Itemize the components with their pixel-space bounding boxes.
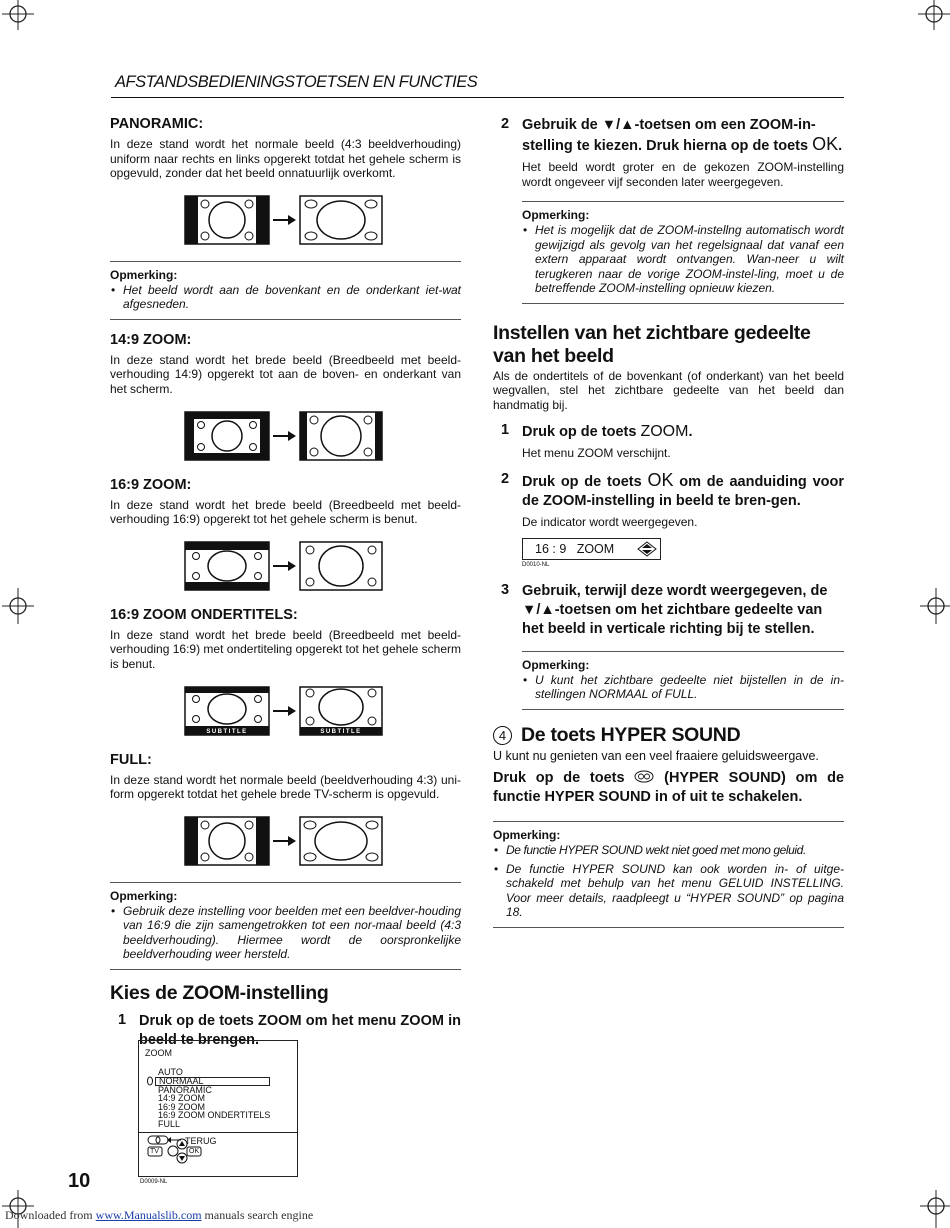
- step-number: 1: [118, 1011, 127, 1028]
- full-heading: FULL:: [110, 751, 152, 768]
- note-title: Opmerking:: [493, 828, 561, 843]
- step-number: 1: [501, 422, 510, 439]
- registration-mark-icon: [916, 1188, 950, 1228]
- menu-ok-label: OK: [189, 1148, 200, 1155]
- zoom149-diagram: [110, 411, 461, 463]
- note-visible-area: [522, 651, 844, 710]
- registration-mark-icon: [0, 586, 40, 626]
- note-item: • U kunt het zichtbare gedeelte niet bijstellen in de in-stellingen NORMAAL of FULL.: [522, 673, 844, 702]
- zoom169sub-text: In deze stand wordt het brede beeld (Breedbeeld met beeld-verhouding 16:9) met ondertiteling opgerekt tot het gehele scherm is benut.: [110, 627, 461, 671]
- page-number: 10: [68, 1170, 91, 1192]
- note-title: Opmerking:: [522, 208, 590, 223]
- menu-tv-label: TV: [150, 1148, 159, 1155]
- note-item: • Gebruik deze instelling voor beelden met een beeldver-houding van 16:9 die zijn samengetrokken tot een nor-maal beeld (4:3 beeldverhouding). Hiermee wordt de oorspronkelijke beeldverhouding weer hersteld.: [110, 904, 461, 962]
- note-zoom: [522, 201, 844, 304]
- menu-code: D0009-NL: [140, 1179, 168, 1185]
- zoom149-heading: 14:9 ZOOM:: [110, 331, 192, 348]
- note-item: • Het beeld wordt aan de bovenkant en de onderkant iet-wat afgesneden.: [110, 283, 461, 312]
- page-header: [111, 72, 844, 98]
- instellen-step-2: [493, 471, 844, 511]
- footer: [5, 1208, 313, 1223]
- note-item: • Het is mogelijk dat de ZOOM-instellng automatisch wordt gewijzigd als gevolg van het regelsignaal dat vanaf een extern apparaat wordt ontvangen. Wan-neer u wilt terugkeren naar de vorige ZOOM-instel-ling, moet u de betreffende ZOOM-instelling opnieuw kiezen.: [522, 223, 844, 296]
- hyper-sound-icon: [634, 770, 654, 783]
- menu-item[interactable]: 16:9 ZOOM: [158, 1101, 206, 1112]
- zoom-menu-screen: [138, 1040, 298, 1177]
- instellen-step-1: 1 Druk op de toets ZOOM.: [493, 422, 844, 442]
- ok-key-label: OK: [647, 470, 674, 491]
- menu-item[interactable]: PANORAMIC: [158, 1084, 212, 1095]
- s1-sub: Het menu ZOOM verschijnt.: [522, 446, 671, 461]
- section-number-icon: 4: [493, 726, 512, 745]
- ok-key-label: OK: [812, 134, 839, 154]
- header-title: AFSTANDSBEDIENINGSTOETSEN EN FUNCTIES: [115, 73, 478, 91]
- s2-sub: De indicator wordt weergegeven.: [522, 515, 698, 530]
- registration-mark-icon: [916, 0, 950, 40]
- panoramic-text: In deze stand wordt het normale beeld (4:3 beeldverhouding) uniform naar rechts en links opgerekt totdat het gehele scherm is opgevuld, zonder dat het beeld onnatuurlijk overkomt.: [110, 137, 461, 181]
- hyper-instruction: [493, 769, 844, 807]
- note-panoramic: [110, 261, 461, 320]
- menu-item[interactable]: AUTO: [158, 1067, 183, 1077]
- zoom169sub-heading: 16:9 ZOOM ONDERTITELS:: [110, 606, 298, 623]
- step-text: Druk op de toets: [522, 474, 642, 491]
- instruction-text: (HYPER SOUND) om de functie HYPER SOUND in of uit te schakelen.: [493, 770, 845, 806]
- footer-prefix: Downloaded from: [5, 1208, 93, 1222]
- zoom169-text: In deze stand wordt het brede beeld (Breedbeeld met beeld-verhouding 16:9) opgerekt tot het gehele scherm is benut.: [110, 497, 461, 527]
- menu-item[interactable]: FULL: [158, 1118, 181, 1129]
- menu-terug-label: TERUG: [185, 1136, 217, 1146]
- hyper-heading: [493, 724, 844, 747]
- zoom169-diagram: [110, 541, 461, 593]
- step-text: Gebruik de ▼/▲-toetsen om een ZOOM-in-stelling te kiezen. Druk hierna op de toets: [522, 117, 816, 154]
- zoom-step-2: 2 Gebruik de ▼/▲-toetsen om een ZOOM-in-stelling te kiezen. Druk hierna op de toets OK.: [493, 116, 844, 156]
- footer-link[interactable]: www.Manualslib.com: [95, 1208, 202, 1222]
- step-text: om de aanduiding voor de ZOOM-instelling in beeld te bren-gen.: [522, 474, 844, 510]
- instellen-heading: Instellen van het zichtbare gedeelte van het beeld: [493, 321, 811, 367]
- step-number: 2: [501, 471, 510, 488]
- subtitle-label: SUBTITLE: [206, 728, 248, 735]
- panoramic-heading: PANORAMIC:: [110, 116, 204, 132]
- panoramic-diagram: [110, 195, 461, 247]
- subtitle-label: SUBTITLE: [320, 728, 362, 735]
- hyper-text: U kunt nu genieten van een veel fraaiere geluidsweergave.: [493, 748, 819, 763]
- step-text: Gebruik, terwijl deze wordt weergegeven, de ▼/▲-toetsen om het zichtbare gedeelte van het beeld in verticale richting bij te stellen.: [522, 582, 828, 637]
- right-column: [493, 116, 844, 928]
- step2-sub: Het beeld wordt groter en de gekozen ZOOM-instelling wordt ongeveer vijf seconden later weergegeven.: [522, 160, 844, 189]
- menu-item-selected[interactable]: NORMAAL: [155, 1077, 270, 1086]
- indicator-code: D0010-NL: [522, 561, 550, 568]
- note-hyper-sound: [493, 821, 844, 928]
- radio-indicator-icon: [146, 1076, 154, 1086]
- left-column: [110, 116, 461, 1050]
- note-title: Opmerking:: [110, 267, 178, 282]
- full-text: In deze stand wordt het normale beeld (beeldverhouding 4:3) uni-form opgerekt totdat het gehele brede TV-scherm is opgevuld.: [110, 772, 461, 802]
- instellen-text: Als de ondertitels of de bovenkant (of onderkant) van het beeld wegvallen, stel het zichtbare gedeelte van het beeld dan handmatig bij.: [493, 368, 844, 412]
- menu-title: ZOOM: [145, 1048, 172, 1058]
- note-title: Opmerking:: [522, 657, 590, 672]
- note-title: Opmerking:: [110, 888, 178, 903]
- footer-suffix: manuals search engine: [204, 1208, 314, 1222]
- zoom149-text: In deze stand wordt het brede beeld (Breedbeeld met beeld-verhouding 14:9) opgerekt tot aan de boven- en onderkant van het scherm.: [110, 352, 461, 396]
- note-full: [110, 882, 461, 970]
- zoom169sub-diagram: [110, 686, 461, 738]
- note-item: • De functie HYPER SOUND kan ook worden in- of uitge-schakeld met behulp van het menu GELUID INSTELLING. Voor meer details, raadpleegt u “HYPER SOUND” op pagina 18.: [493, 862, 844, 920]
- step-text: Druk op de toets: [522, 424, 637, 441]
- menu-item[interactable]: 14:9 ZOOM: [158, 1093, 206, 1104]
- zoom-key-label: ZOOM: [640, 423, 689, 441]
- menu-list: [158, 1068, 270, 1129]
- note-item: • De functie HYPER SOUND wekt niet goed met mono geluid.: [493, 843, 844, 858]
- indicator-text: 16 : 9 ZOOM: [535, 541, 615, 556]
- registration-mark-icon: [0, 0, 40, 40]
- instruction-text: Druk op de toets: [493, 770, 625, 787]
- full-diagram: [110, 816, 461, 868]
- hyper-title: De toets HYPER SOUND: [521, 723, 741, 746]
- step-number: 2: [501, 116, 510, 132]
- zoom169-heading: 16:9 ZOOM:: [110, 476, 192, 493]
- kies-heading: Kies de ZOOM-instelling: [110, 981, 329, 1004]
- step-number: 3: [501, 581, 510, 598]
- step-text: Druk op de toets ZOOM om het menu ZOOM in beeld te brengen.: [139, 1012, 461, 1048]
- menu-item[interactable]: 16:9 ZOOM ONDERTITELS: [158, 1110, 271, 1121]
- instellen-step-3: [493, 582, 844, 639]
- registration-mark-icon: [916, 586, 950, 626]
- updown-arrows-icon: [637, 541, 657, 557]
- zoom-indicator: [522, 538, 661, 560]
